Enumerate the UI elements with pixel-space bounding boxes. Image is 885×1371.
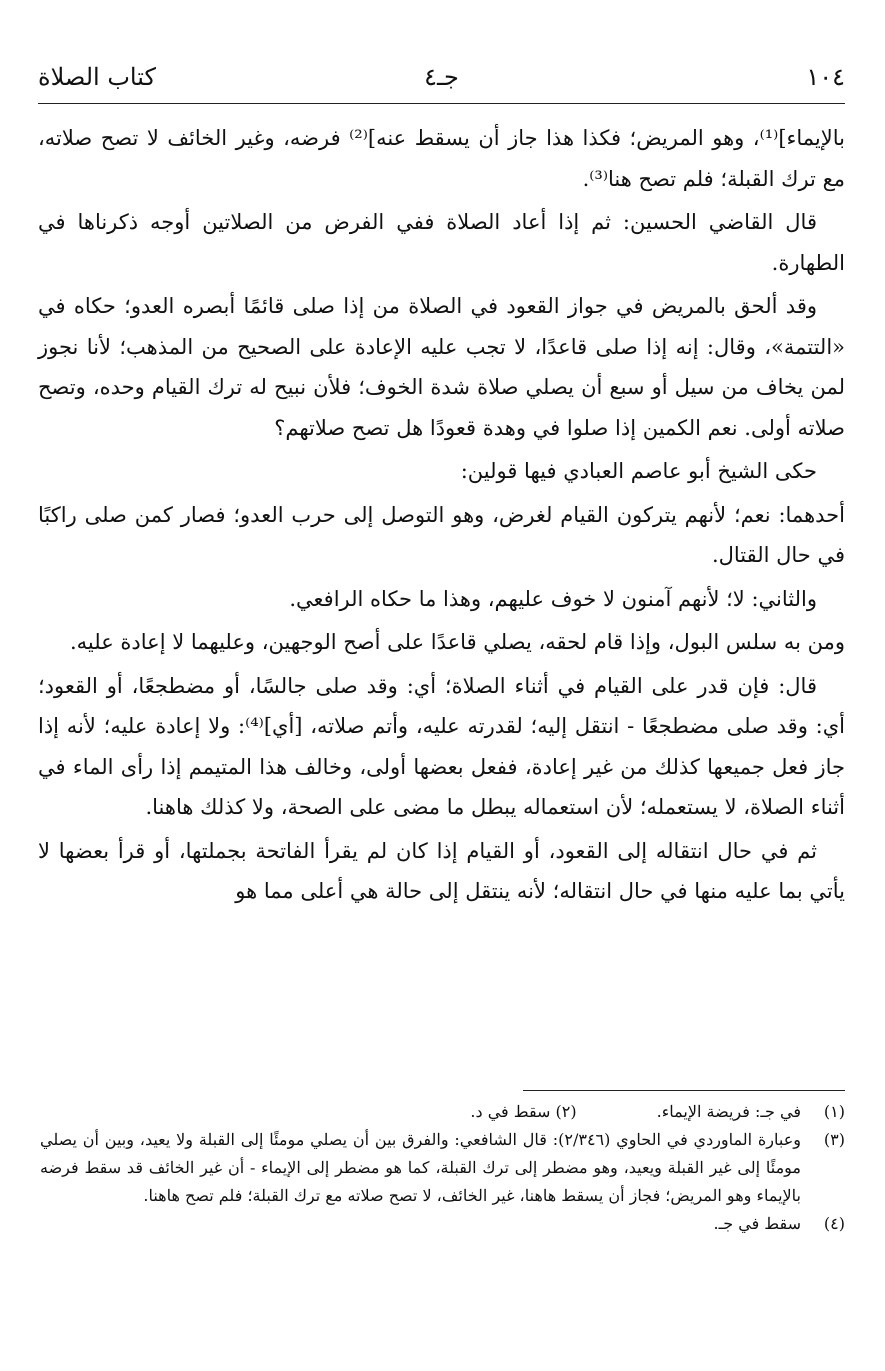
footnote-number: (١) [823,1102,845,1121]
paragraph: قال: فإن قدر على القيام في أثناء الصلاة؛ أي: وقد صلى جالسًا، أو مضطجعًا، أو القعود؛ أي: وقد صلى مضطجعًا - انتقل إليه؛ لقدرته عليه، وأتم صلاته، [أي]⁽⁴⁾: ولا إعادة عليه؛ لأنه إذا جاز فعل جميعها كذلك من غير إعادة، ففعل بعضها أولى، وخالف هذا المتيمم إذا رأى الماء في أثناء الصلاة، لا يستعمله؛ لأن استعماله يبطل ما مضى على الصحة، ولا كذلك هاهنا. [38,673,845,819]
footnote-text: سقط في جـ. [713,1214,801,1233]
footnote-1-2 [40,1098,845,1126]
footnote-text: سقط في د. [470,1102,551,1121]
footnote-text: في جـ: فريضة الإيماء. [656,1102,801,1121]
header-rule [38,103,845,104]
paragraph: حكى الشيخ أبو عاصم العبادي فيها قولين: [460,459,817,483]
paragraph: أحدهما: نعم؛ لأنهم يتركون القيام لغرض، وهو التوصل إلى حرب العدو؛ فصار كمن صلى راكبًا في حال القتال. [38,502,845,567]
footnote-text: وعبارة الماوردي في الحاوي (٢/٣٤٦): قال الشافعي: والفرق بين أن يصلي مومئًا إلى القبلة ولا يعيد، وبين أن يصلي مومئًا إلى غير القبلة ويعيد، وهو مضطر إلى ترك القبلة، كما هو مضطر إلى الإيماء - أن غير الخائف قد سقط فرضه بالإيماء وهو المريض؛ فجاز أن يسقط هاهنا، غير الخائف، لا تصح صلاته مع ترك القبلة؛ فلم تصح هاهنا. [40,1130,802,1205]
paragraph: ثم في حال انتقاله إلى القعود، أو القيام إذا كان لم يقرأ الفاتحة بجملتها، أو قرأ بعضها لا يأتي بما عليه منها في حال انتقاله؛ لأنه ينتقل إلى حالة هي أعلى مما هو [38,838,845,903]
footnote-rule [523,1090,845,1091]
paragraph: قال القاضي الحسين: ثم إذا أعاد الصلاة ففي الفرض من الصلاتين أوجه ذكرناها في الطهارة. [38,210,845,275]
book-title: كتاب الصلاة [38,63,156,91]
main-text [38,118,845,915]
paragraph: وقد ألحق بالمريض في جواز القعود في الصلاة من إذا صلى قائمًا أبصره العدو؛ حكاه في «التتمة»، وقال: إنه إذا صلى قاعدًا، لا تجب عليه الإعادة على الصحيح من المذهب؛ لأنا نجوز لمن يخاف من سيل أو سبع أن يصلي صلاة شدة الخوف؛ فلأن نبيح له ترك القيام وحده، وتصح صلاته أولى. نعم الكمين إذا صلوا في وهدة قعودًا هل تصح صلاتهم؟ [38,294,845,440]
footnote-4 [40,1210,845,1238]
paragraph: والثاني: لا؛ لأنهم آمنون لا خوف عليهم، وهذا ما حكاه الرافعي. [289,586,817,611]
running-header [38,62,845,102]
footnote-3 [40,1126,845,1210]
footnote-number: (٣) [823,1130,845,1149]
page-number: ١٠٤ [806,63,845,91]
footnote-number: (٤) [823,1214,845,1233]
footnotes [40,1098,845,1238]
paragraph: بالإيماء]⁽¹⁾، وهو المريض؛ فكذا هذا جاز أن يسقط عنه]⁽²⁾ فرضه، وغير الخائف لا تصح صلاته، مع ترك القبلة؛ فلم تصح هنا⁽³⁾. [38,126,845,191]
footnote-number: (٢) [555,1102,577,1121]
volume-label: جـ٤ [424,63,459,91]
paragraph: ومن به سلس البول، وإذا قام لحقه، يصلي قاعدًا على أصح الوجهين، وعليهما لا إعادة عليه. [69,630,845,654]
